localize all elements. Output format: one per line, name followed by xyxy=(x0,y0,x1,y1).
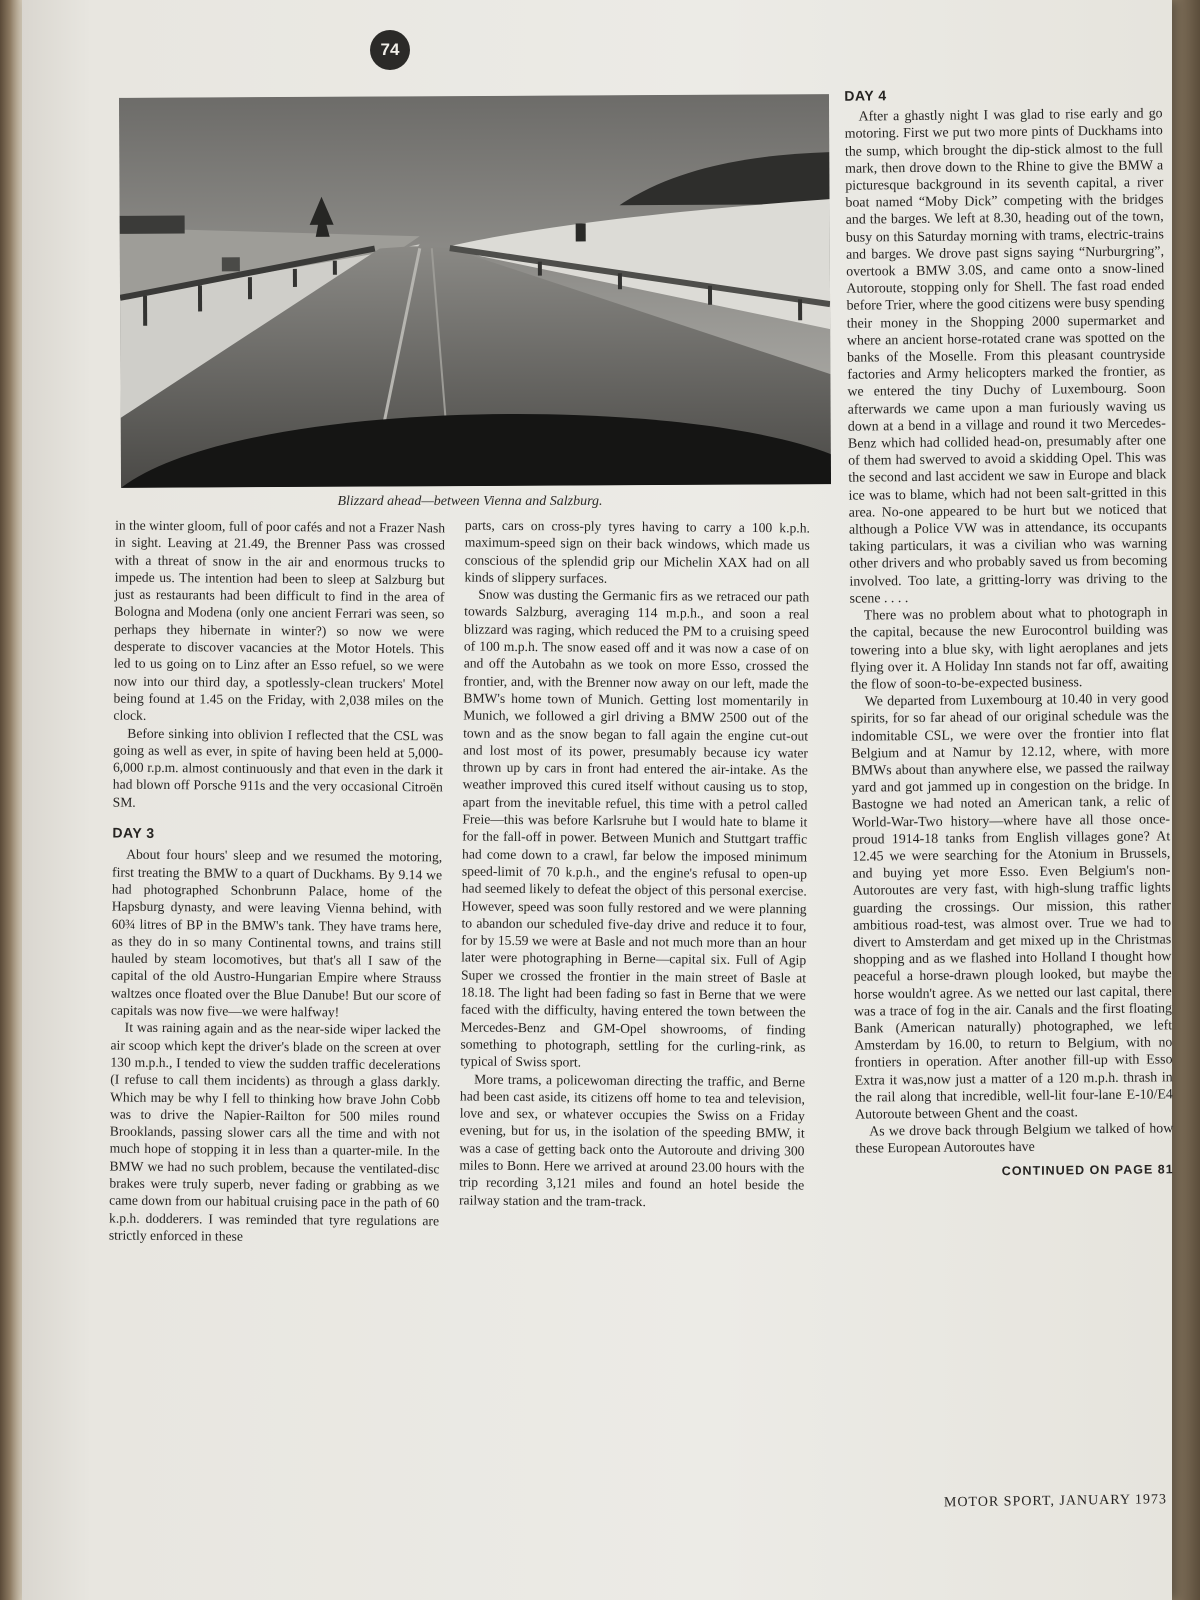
paragraph: As we drove back through Belgium we talked of how these European Autoroutes have xyxy=(855,1121,1174,1158)
article-column-1 xyxy=(109,517,445,1247)
magazine-page xyxy=(22,0,1172,1600)
paragraph: After a ghastly night I was glad to rise early and go motoring. First we put two more pints of Duckhams into the sump, which brought the dip-stick almost to the full mark, then drove down to the Rhine to give the BMW a picturesque background in its seventh capital, a river boat named “Moby Dick” competing with the bridges and the barges. We left at 8.30, heading out of the town, busy on this Saturday morning with trams, electric-trains and barges. We drove past signs saying “Nurburgring”, overtook a BMW 3.0S, and came onto a snow-lined Autoroute, stopping only for Shell. The fast road ended before Trier, where the good citizens were busy spending their money in the Shopping 2000 supermarket and where an ancient horse-rotated crane was spotted on the banks of the Moselle. From this pleasant countryside factories and Army helicopters marked the frontier, as we entered the tiny Duchy of Luxembourg. Soon afterwards we came upon a man furiously waving us down at a bend in a village and round it two Mercedes-Benz which had collided head-on, presumably after one of them had swerved to avoid a skidding Opel. This was the second and last accident we saw in Europe and black ice was to blame, which had not been salt-gritted in this area. No-one appeared to be hurt but we noticed that although a Police VW was in attendance, its occupants taking particulars, it was a civilian who was warning other drivers and who probably saved us from becoming involved. Too late, a gritting-lorry was driving to the scene . . . . xyxy=(844,106,1168,607)
article-column-2 xyxy=(459,517,810,1212)
snowy-road-photo xyxy=(119,94,831,488)
facing-page-edge xyxy=(1172,0,1200,1600)
paragraph: More trams, a policewoman directing the traffic, and Berne had been cast aside, its citizens off home to tea and television, love and sex, or whatever occupies the Swiss on a Friday evening, but for us, in the isolation of the speeding BMW, it was a case of getting back onto the Autoroute and driving 300 miles to Bonn. Here we arrived at around 23.00 hours with the trip recording 3,121 miles and found an hotel beside the railway station and the tram-track. xyxy=(458,1071,806,1209)
section-heading-day-4: DAY 4 xyxy=(844,87,887,104)
paragraph: About four hours' sleep and we resumed the motoring, first treating the BMW to a quart of Duckhams. By 9.14 we had photographed Schonbrunn Palace, home of the Hapsburg dynasty, and were leaving Vienna behind, with 60¾ litres of BP in the BMW's tank. They have trams here, as they do in so many Continental towns, and trains still hauled by steam locomotives, but that's all I saw of the capital of the old Austro-Hungarian Empire where Strauss waltzes once floated over the Blue Danube! But our score of capitals was now five—we were halfway! xyxy=(110,847,443,1020)
paragraph: It was raining again and as the near-side wiper lacked the air scoop which kept the driver's blade on the screen at over 130 m.p.h., I tended to view the sudden traffic decelerations (I refuse to call them incidents) as through a glass darkly. Which may be why I fell to thinking how brave John Cobb was to drive the Napier-Railton for 500 miles round Brooklands, passing slower cars all the time and with not much hope of stopping it in less than a quarter-mile. In the BMW we had no such problem, because the ventilated-disc brakes were truly superb, never fading or grabbing as we came down from our habitual cruising pace in the path of 60 k.p.h. dodderers. I was reminded that tyre regulations are strictly enforced in these xyxy=(108,1019,441,1244)
paragraph: Snow was dusting the Germanic firs as we retraced our path towards Salzburg, averaging 114 m.p.h., and soon a real blizzard was raging, which reduced the PM to a cruising speed of 100 m.p.h. The snow eased off and it was now a case of on and off the Autobahn as we took on more Esso, crossed the frontier, and, with the Brenner now away on our left, made the BMW's home town of Munich. Getting lost momentarily in Munich, we followed a girl driving a BMW 2500 out of the town and as the snow began to fall again the engine cut-out and lost most of its power, presumably because icy water thrown up by cars in front had entered the air-intake. As the weather improved this cured itself without causing us to stop, apart from the inevitable refuel, this time with a petrol called Freie—this was before Karlsruhe but I would hate to blame it for the fall-off in power. Between Munich and Stuttgart traffic had come down to a crawl, far below the imposed minimum speed-limit of 70 k.p.h., and the engine's refusal to open-up had seemed likely to defeat the object of this personal exercise. However, speed was soon fully restored and we were planning to abandon our scheduled five-day drive and reduce it to four, for by 15.59 we were at Basle and not much more than an hour later were photographing in Berne—capital six. Full of Agip Super we crossed the frontier in the main street of Basle at 18.18. The light had been fading so fast in Berne that we were faced with the difficulty, having entered the town between the Mercedes-Benz and GM-Opel showrooms, of finding something to photograph, settling for the curling-rink, as typical of Swiss sport. xyxy=(460,586,810,1070)
article-column-3 xyxy=(844,84,1173,1181)
section-heading-day-3: DAY 3 xyxy=(112,824,155,841)
page-number-badge: 74 xyxy=(370,30,410,70)
paragraph: parts, cars on cross-ply tyres having to carry a 100 k.p.h. maximum-speed sign on their back windows, which made us conscious of the splendid grip our Michelin XAX had on all kinds of slippery surfaces. xyxy=(464,517,811,586)
binding-spine xyxy=(0,0,22,1600)
paragraph: Before sinking into oblivion I reflected that the CSL was going as well as ever, in spite of having been held at 5,000-6,000 r.p.m. almost continuously and that even in the dark it had blown off Porsche 911s and the very occasional Citroën SM. xyxy=(112,725,444,810)
paragraph: in the winter gloom, full of poor cafés and not a Frazer Nash in sight. Leaving at 21.49, the Brenner Pass was crossed with a threat of snow in the air and enormous trucks to impede us. The intention had been to sleep at Salzburg but just as restaurants had been difficult to find in the area of Bologna and Modena (only one ancient Ferrari was seen, so perhaps they hibernate in winter?) so now we were desperate to discover vacancies at the Motor Hotels. This led to us going on to Linz after an Esso refuel, so we were now into our third day, a spotlessly-clean truckers' Motel being found at 1.45 on the Friday, with 2,038 miles on the clock. xyxy=(113,517,446,724)
page-footer: MOTOR SPORT, JANUARY 1973 xyxy=(943,1492,1168,1511)
photo-caption: Blizzard ahead—between Vienna and Salzburg. xyxy=(337,494,603,509)
paragraph: There was no problem about what to photograph in the capital, because the new Eurocontrol building was towering into a blue sky, with light aeroplanes and jets flying over it. A Holiday Inn stands not far off, awaiting the flow of soon-to-be-expected business. xyxy=(849,605,1169,693)
paragraph: We departed from Luxembourg at 10.40 in very good spirits, for so far ahead of our original schedule was the indomitable CSL, we were over the frontier into flat Belgium and at Namur by 12.12, where, with more BMWs about than anywhere else, we passed the railway yard and got jammed up in congestion on the bridge. In Bastogne we had noted an American tank, a relic of World-War-Two history—where have all those once-proud 1914-18 tanks from English villages gone? At 12.45 we were searching for the Atonium in Brussels, and buying yet more Esso. Even Belgium's non-Autoroutes are very fast, with high-slung traffic lights guarding the crossings. Our mission, this rather ambitious road-test, was almost over. True we had to divert to Amsterdam and get mixed up in the Christmas shopping and as we flashed into Holland I thought how peaceful a horse-drawn plough looked, but maybe the horse wouldn't agree. As we netted our last capital, there was a trace of fog in the air. Canals and the first floating Bank (American naturally) photographed, we left Amsterdam by 16.00, to return to Belgium, with no frontiers in operation. After another fill-up with Esso Extra it was,now just a matter of a 120 m.p.h. thrash in the rail along that incredible, well-lit four-lane E-10/E4 Autoroute between Ghent and the coast. xyxy=(850,691,1173,1123)
continued-on-page-note: CONTINUED ON PAGE 81 xyxy=(1001,1161,1174,1178)
road-photograph xyxy=(119,94,831,488)
